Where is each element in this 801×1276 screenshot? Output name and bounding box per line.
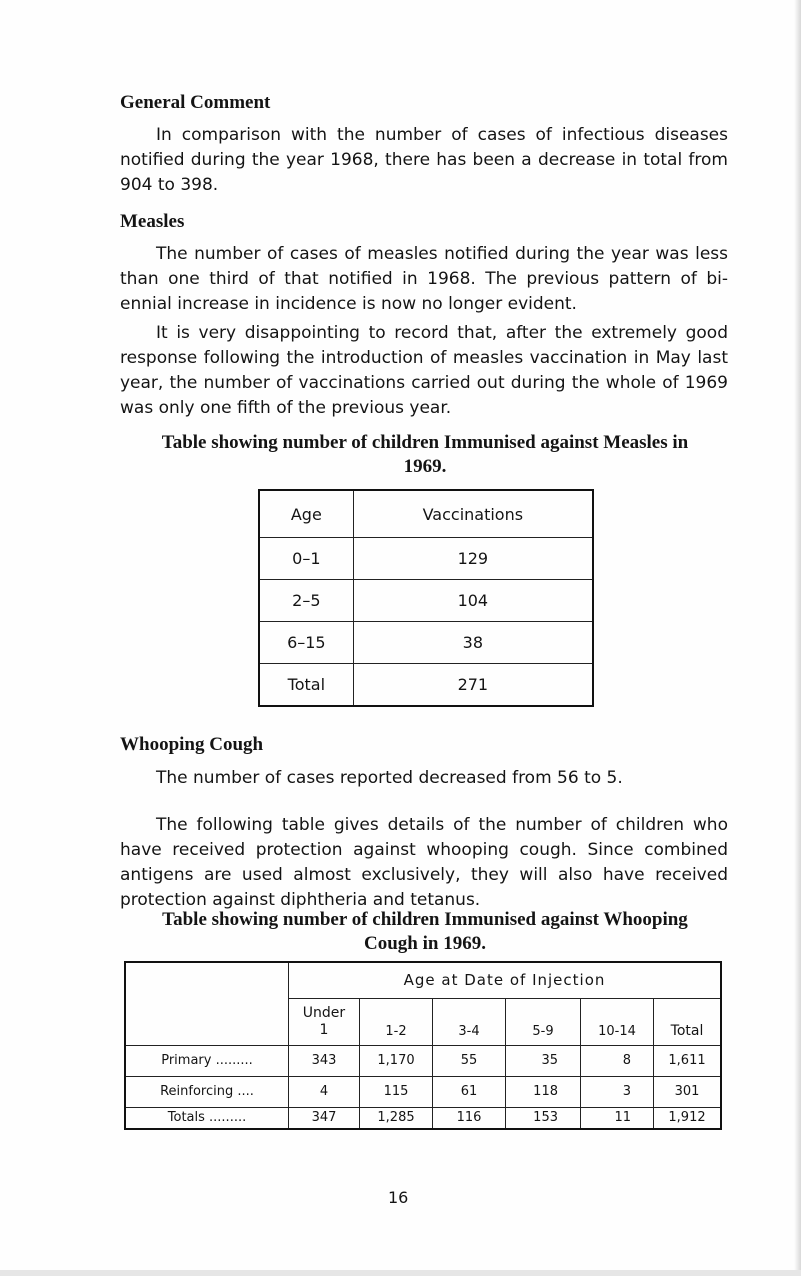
cell-value: 55 (433, 1045, 506, 1076)
whooping-cough-paragraph-2: The following table gives details of the number of children who have received protection against whooping cough. Since combined antigens are used almost exclusively, they will also have received protection against diphtheria and tetanus. (120, 815, 728, 910)
cell-value: 115 (360, 1076, 433, 1107)
cell-value: 1,611 (654, 1045, 722, 1076)
header-1-2: 1-2 (360, 998, 433, 1045)
table-row (125, 1107, 721, 1129)
table-row (125, 1076, 721, 1107)
measles-heading: Measles (120, 211, 185, 232)
cell-age: 6–15 (259, 622, 353, 664)
general-comment-paragraph: In comparison with the number of cases of infectious diseases notified during the year 1968, there has been a decrease in total from 904 to 398. (120, 125, 728, 195)
cell-value: 347 (289, 1107, 360, 1129)
cell-value: 343 (289, 1045, 360, 1076)
header-5-9: 5-9 (506, 998, 581, 1045)
cell-value: 11 (581, 1107, 654, 1129)
cell-value: 153 (506, 1107, 581, 1129)
measles-immunisation-table (258, 489, 594, 707)
cell-value: 1,912 (654, 1107, 722, 1129)
general-comment-heading: General Comment (120, 92, 271, 113)
cell-value: 3 (581, 1076, 654, 1107)
cell-age: Total (259, 664, 353, 707)
row-label-primary: Primary ......... (125, 1045, 289, 1076)
table-row (125, 1045, 721, 1076)
cell-age: 0–1 (259, 538, 353, 580)
whooping-cough-paragraph-1: The number of cases reported decreased from 56 to 5. (156, 768, 623, 788)
measles-paragraph-1: The number of cases of measles notified during the year was less than one third of that notified in 1968. The previous pattern of bi-ennial increase in incidence is now no longer evident. (120, 244, 728, 314)
scan-right-edge (794, 0, 801, 1276)
whooping-table-caption (118, 908, 732, 956)
cell-value: 118 (506, 1076, 581, 1107)
cell-value: 35 (506, 1045, 581, 1076)
cell-vaccinations: 38 (353, 622, 593, 664)
table-group-header-row (125, 962, 721, 998)
cell-age: 2–5 (259, 580, 353, 622)
cell-value: 116 (433, 1107, 506, 1129)
cell-vaccinations: 271 (353, 664, 593, 707)
cell-value: 4 (289, 1076, 360, 1107)
whooping-immunisation-table (124, 961, 722, 1130)
measles-paragraph-2: It is very disappointing to record that, after the extremely good response following the introduction of measles vaccination in May last year, the number of vaccinations carried out during the whole of 1969 was only one fifth of the previous year. (120, 323, 728, 418)
row-label-totals: Totals ......... (125, 1107, 289, 1129)
cell-value: 1,285 (360, 1107, 433, 1129)
cell-value: 1,170 (360, 1045, 433, 1076)
whooping-cough-heading: Whooping Cough (120, 734, 264, 755)
header-under-1-line2: 1 (319, 1021, 329, 1038)
table-row (259, 538, 593, 580)
measles-table-caption-line2: 1969. (403, 456, 447, 477)
table-row (259, 622, 593, 664)
page-number: 16 (388, 1188, 409, 1207)
row-label-reinforcing: Reinforcing .... (125, 1076, 289, 1107)
header-10-14: 10-14 (581, 998, 654, 1045)
table-header-row (259, 490, 593, 538)
cell-value: 61 (433, 1076, 506, 1107)
whooping-table-caption-line2: Cough in 1969. (364, 933, 486, 954)
measles-table-caption-line1: Table showing number of children Immunised against Measles in (161, 432, 689, 453)
cell-value: 8 (581, 1045, 654, 1076)
measles-table-caption (118, 431, 732, 479)
header-vaccinations: Vaccinations (353, 490, 593, 538)
header-total: Total (654, 998, 722, 1045)
blank-corner-cell (125, 962, 289, 1045)
header-under-1 (289, 998, 360, 1045)
header-under-1-line1: Under (302, 1004, 346, 1021)
scan-bottom-edge (0, 1270, 801, 1276)
header-3-4: 3-4 (433, 998, 506, 1045)
cell-vaccinations: 104 (353, 580, 593, 622)
cell-value: 301 (654, 1076, 722, 1107)
cell-vaccinations: 129 (353, 538, 593, 580)
table-row (259, 664, 593, 707)
header-age-at-injection: Age at Date of Injection (289, 962, 722, 998)
header-age: Age (259, 490, 353, 538)
whooping-table-caption-line1: Table showing number of children Immunised against Whooping (162, 909, 688, 930)
table-row (259, 580, 593, 622)
